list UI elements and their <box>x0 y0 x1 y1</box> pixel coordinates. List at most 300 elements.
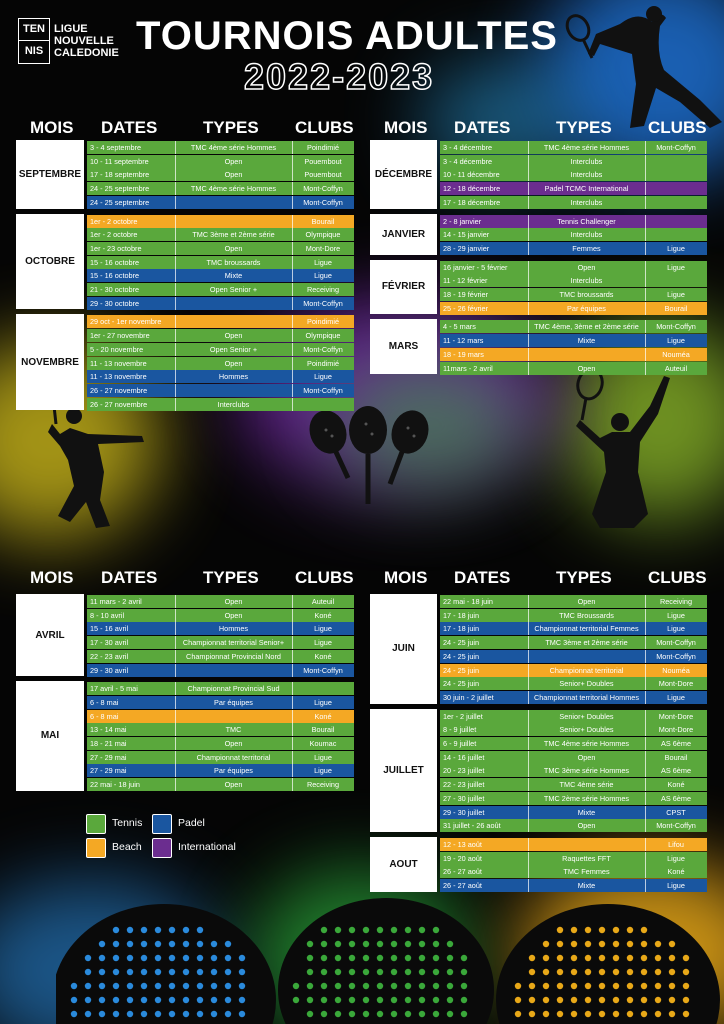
racket-hole <box>321 997 327 1003</box>
racket-hole <box>183 927 189 933</box>
racket-hole <box>183 941 189 947</box>
cell-date: 18 - 19 février <box>443 290 489 299</box>
cell-divider <box>175 168 176 181</box>
cell-divider <box>528 792 529 805</box>
cell-type: Open <box>224 331 243 341</box>
cell-divider <box>528 806 529 819</box>
cell-divider <box>175 329 176 342</box>
cell-date: 19 - 20 août <box>443 853 482 863</box>
racket-hole <box>419 927 425 933</box>
racket-hole <box>321 955 327 961</box>
cell-divider <box>175 228 176 241</box>
cell-divider <box>175 650 176 663</box>
racket-hole <box>655 941 661 947</box>
racket-hole <box>197 927 203 933</box>
cell-divider <box>645 806 646 819</box>
cell-divider <box>292 622 293 635</box>
cell-date: 26 - 27 août <box>443 881 482 890</box>
racket-hole <box>377 969 383 975</box>
cell-date: 24 - 25 septembre <box>90 184 150 194</box>
cell-type: Open <box>224 610 243 620</box>
cell-date: 18 - 19 mars <box>443 349 484 359</box>
column-header-clubs: CLUBS <box>648 568 707 587</box>
racket-hole <box>461 955 467 961</box>
cell-date: 4 - 5 mars <box>443 322 476 332</box>
racket-hole <box>433 941 439 947</box>
table-row <box>440 710 707 723</box>
cell-club: Receiving <box>306 285 340 294</box>
cell-divider <box>175 343 176 356</box>
cell-date: 26 - 27 août <box>443 867 482 877</box>
cell-date: 26 - 27 novembre <box>90 385 148 395</box>
racket-hole <box>363 997 369 1003</box>
table-row <box>87 609 354 622</box>
cell-divider <box>645 723 646 736</box>
cell-divider <box>292 737 293 750</box>
cell-date: 1er - 23 octobre <box>90 243 142 253</box>
racket-hole <box>529 969 535 975</box>
cell-type: Open <box>224 780 243 790</box>
cell-type: Femmes <box>572 243 601 253</box>
cell-club: Mont-Coffyn <box>303 184 343 194</box>
table-row <box>87 398 354 411</box>
cell-club: Mont-Dore <box>305 243 341 253</box>
cell-date: 3 - 4 décembre <box>443 143 493 152</box>
cell-divider <box>528 595 529 608</box>
cell-divider <box>645 764 646 777</box>
racket-hole <box>557 927 563 933</box>
racket-hole <box>321 1011 327 1017</box>
table-row <box>440 274 707 287</box>
cell-divider <box>528 865 529 878</box>
month-label: MARS <box>370 319 437 374</box>
cell-club: Ligue <box>667 610 685 620</box>
racket-hole <box>169 955 175 961</box>
table-row <box>440 691 707 704</box>
cell-type: Open <box>224 739 243 748</box>
racket-hole <box>335 969 341 975</box>
racket-hole <box>627 927 633 933</box>
cell-date: 21 - 30 octobre <box>90 285 140 294</box>
racket-hole <box>627 983 633 989</box>
racket-hole <box>377 983 383 989</box>
cell-club: Ligue <box>314 766 332 776</box>
racket-hole <box>335 997 341 1003</box>
cell-type: Interclubs <box>570 197 603 207</box>
racket-hole <box>239 1011 245 1017</box>
column-header-dates: DATES <box>454 568 511 587</box>
cell-divider <box>645 288 646 301</box>
tennis-player-woman-right-icon <box>560 364 680 532</box>
racket-hole <box>377 927 383 933</box>
table-row <box>440 155 707 168</box>
column-header-clubs: CLUBS <box>295 568 354 587</box>
column-header-types: TYPES <box>203 118 259 137</box>
league-name-line-1: LIGUE <box>54 23 88 35</box>
cell-divider <box>292 215 293 228</box>
cell-divider <box>528 691 529 704</box>
cell-type: Mixte <box>577 881 596 890</box>
legend-label-international: International <box>178 841 236 853</box>
cell-type: TMC 3ème et 2ème série <box>192 230 275 240</box>
table-row <box>440 168 707 181</box>
racket-hole <box>141 955 147 961</box>
cell-club: Mont-Coffyn <box>656 821 696 831</box>
racket-hole <box>197 1011 203 1017</box>
cell-divider <box>645 778 646 791</box>
cell-divider <box>292 664 293 677</box>
racket-hole <box>585 983 591 989</box>
racket-hole <box>641 969 647 975</box>
tennis-player-top-right-icon <box>560 4 724 134</box>
racket-hole <box>239 955 245 961</box>
racket-hole <box>557 955 563 961</box>
cell-date: 6 - 8 mai <box>90 711 119 721</box>
cell-type: Open <box>577 262 596 272</box>
cell-club <box>292 398 354 411</box>
racket-hole <box>71 997 77 1003</box>
racket-hole <box>627 1011 633 1017</box>
cell-type: Senior+ Doubles <box>559 679 614 689</box>
table-row <box>87 682 354 695</box>
table-row <box>87 737 354 750</box>
cell-date: 12 - 13 août <box>443 839 482 849</box>
racket-hole <box>349 983 355 989</box>
column-header-mois: MOIS <box>384 568 428 587</box>
cell-divider <box>528 650 529 663</box>
cell-date: 27 - 30 juillet <box>443 793 485 803</box>
cell-date: 10 - 11 septembre <box>90 156 149 166</box>
racket-hole <box>363 927 369 933</box>
racket-hole <box>211 969 217 975</box>
column-header-mois: MOIS <box>30 118 74 137</box>
racket-hole <box>669 955 675 961</box>
cell-type: Interclubs <box>570 156 603 166</box>
cell-divider <box>175 297 176 310</box>
racket-hole <box>655 955 661 961</box>
cell-divider <box>645 838 646 851</box>
cell-club: Koné <box>667 867 685 877</box>
racket-hole <box>585 997 591 1003</box>
cell-type: Championnat territorial <box>549 665 624 675</box>
cell-divider <box>528 288 529 301</box>
cell-divider <box>645 636 646 649</box>
cell-club <box>645 215 707 228</box>
column-header-mois: MOIS <box>30 568 74 587</box>
cell-divider <box>645 650 646 663</box>
racket-hole <box>225 969 231 975</box>
racket-hole <box>335 1011 341 1017</box>
racket-hole <box>155 969 161 975</box>
cell-club <box>645 168 707 181</box>
cell-type: Mixte <box>577 807 596 817</box>
cell-club: Ligue <box>667 692 685 702</box>
racket-hole <box>141 941 147 947</box>
racket-hole <box>571 955 577 961</box>
column-header-clubs: CLUBS <box>648 118 707 137</box>
table-row <box>87 696 354 709</box>
racket-hole <box>183 955 189 961</box>
cell-club: Koné <box>667 780 685 790</box>
racket-hole <box>113 983 119 989</box>
cell-date: 24 - 25 juin <box>443 651 480 661</box>
cell-date: 16 janvier - 5 février <box>443 262 508 272</box>
column-header-mois: MOIS <box>384 118 428 137</box>
racket-hole <box>461 997 467 1003</box>
table-row <box>87 778 354 791</box>
racket-hole <box>571 941 577 947</box>
racket-hole <box>211 997 217 1003</box>
cell-club: Ligue <box>667 853 685 863</box>
cell-type <box>175 215 292 228</box>
cell-date: 17 - 18 décembre <box>443 197 501 207</box>
racket-hole <box>405 997 411 1003</box>
racket-hole <box>515 983 521 989</box>
racket-hole <box>349 969 355 975</box>
cell-club <box>645 196 707 209</box>
racket-hole <box>461 983 467 989</box>
cell-date: 13 - 14 mai <box>90 725 127 735</box>
racket-hole <box>225 1011 231 1017</box>
table-row <box>440 182 707 195</box>
cell-date: 20 - 23 juillet <box>443 766 485 776</box>
table-row <box>440 865 707 878</box>
racket-hole <box>307 941 313 947</box>
cell-divider <box>645 182 646 195</box>
racket-hole <box>99 1011 105 1017</box>
cell-divider <box>528 751 529 764</box>
table-row <box>440 228 707 241</box>
legend-label-tennis: Tennis <box>112 817 143 829</box>
cell-divider <box>528 819 529 832</box>
racket-hole <box>321 941 327 947</box>
racket-hole <box>321 927 327 933</box>
legend-swatch-international <box>152 838 172 858</box>
cell-date: 12 - 18 décembre <box>443 184 501 194</box>
cell-date: 14 - 15 janvier <box>443 230 490 240</box>
cell-type: Open <box>577 752 596 762</box>
table-row <box>87 256 354 269</box>
cell-divider <box>645 852 646 865</box>
table-row <box>87 297 354 310</box>
racket-hole <box>543 955 549 961</box>
cell-date: 1er - 2 juillet <box>443 711 483 721</box>
table-row <box>87 242 354 255</box>
racket-hole <box>655 983 661 989</box>
cell-type <box>175 315 292 328</box>
cell-date: 15 - 16 octobre <box>90 271 140 281</box>
cell-divider <box>292 682 293 695</box>
cell-date: 27 - 29 mai <box>90 752 127 762</box>
racket-hole <box>613 927 619 933</box>
cell-date: 17 - 18 juin <box>443 610 480 620</box>
racket-hole <box>85 969 91 975</box>
racket-hole <box>239 997 245 1003</box>
cell-club: AS 6ème <box>660 766 691 776</box>
racket-hole <box>641 955 647 961</box>
cell-divider <box>528 664 529 677</box>
cell-divider <box>528 710 529 723</box>
racket-hole <box>363 983 369 989</box>
cell-divider <box>645 677 646 690</box>
cell-type: TMC <box>225 725 242 735</box>
cell-divider <box>292 168 293 181</box>
cell-type: Interclubs <box>570 276 603 286</box>
racket-hole <box>307 969 313 975</box>
racket-hole <box>641 997 647 1003</box>
table-row <box>87 370 354 383</box>
cell-club: Pouembout <box>304 170 342 180</box>
cell-date: 24 - 25 septembre <box>90 197 150 207</box>
racket-hole <box>141 997 147 1003</box>
table-row <box>87 650 354 663</box>
cell-club: Mont-Dore <box>658 711 694 721</box>
racket-hole <box>169 941 175 947</box>
cell-date: 1er - 2 octobre <box>90 230 138 240</box>
table-row <box>440 819 707 832</box>
cell-date: 5 - 20 novembre <box>90 344 144 354</box>
racket-hole <box>419 997 425 1003</box>
racket-hole <box>349 941 355 947</box>
cell-date: 24 - 25 juin <box>443 679 480 689</box>
cell-divider <box>528 764 529 777</box>
cell-club: Mont-Coffyn <box>303 665 343 675</box>
cell-club <box>645 274 707 287</box>
cell-club: CPST <box>666 807 686 817</box>
racket-hole <box>225 941 231 947</box>
cell-club: Ligue <box>667 290 685 299</box>
table-row <box>440 751 707 764</box>
tennis-logo-box <box>18 18 50 64</box>
racket-hole <box>211 941 217 947</box>
racket-hole <box>349 955 355 961</box>
cell-type: TMC Broussards <box>559 610 614 620</box>
cell-club: Ligue <box>314 624 332 634</box>
table-row <box>440 806 707 819</box>
racket-hole <box>239 983 245 989</box>
month-label: FÉVRIER <box>370 260 437 315</box>
table-row <box>440 261 707 274</box>
cell-divider <box>175 242 176 255</box>
racket-hole <box>225 955 231 961</box>
racket-hole <box>197 997 203 1003</box>
cell-divider <box>645 737 646 750</box>
cell-divider <box>645 242 646 255</box>
racket-hole <box>169 969 175 975</box>
racket-hole <box>405 983 411 989</box>
padel-rackets-icon <box>306 404 434 508</box>
cell-type: Hommes <box>218 372 249 382</box>
cell-divider <box>645 362 646 375</box>
cell-club: Ligue <box>314 752 332 762</box>
cell-date: 28 - 29 janvier <box>443 243 490 253</box>
cell-club: Auteuil <box>664 363 688 373</box>
cell-divider <box>175 723 176 736</box>
table-row <box>440 792 707 805</box>
racket-hole <box>433 927 439 933</box>
racket-hole <box>183 983 189 989</box>
cell-type: Championnat territorial Femmes <box>534 624 639 634</box>
table-row <box>87 384 354 397</box>
cell-divider <box>292 155 293 168</box>
cell-club: Bourail <box>664 303 688 313</box>
table-row <box>440 737 707 750</box>
cell-club: Ligue <box>314 638 332 648</box>
cell-divider <box>175 764 176 777</box>
racket-hole <box>571 927 577 933</box>
racket-hole <box>335 983 341 989</box>
racket-hole <box>391 997 397 1003</box>
legend-swatch-padel <box>152 814 172 834</box>
racket-hole <box>183 1011 189 1017</box>
cell-type: Mixte <box>224 271 243 281</box>
table-row <box>440 609 707 622</box>
racket-hole <box>669 941 675 947</box>
racket-hole <box>599 955 605 961</box>
cell-date: 22 - 23 juillet <box>443 780 485 790</box>
cell-divider <box>645 155 646 168</box>
cell-type: Championnat Provincial Sud <box>187 684 280 694</box>
cell-date: 17 avril - 5 mai <box>90 684 138 694</box>
cell-type <box>175 710 292 723</box>
cell-divider <box>528 609 529 622</box>
cell-divider <box>175 155 176 168</box>
racket-hole <box>419 969 425 975</box>
racket-hole <box>85 955 91 961</box>
table-row <box>87 343 354 356</box>
racket-hole <box>211 955 217 961</box>
racket-hole <box>641 927 647 933</box>
racket-hole <box>127 983 133 989</box>
cell-divider <box>645 622 646 635</box>
racket-hole <box>585 1011 591 1017</box>
cell-divider <box>175 751 176 764</box>
column-header-types: TYPES <box>203 568 259 587</box>
cell-date: 22 - 23 avril <box>90 651 129 661</box>
cell-divider <box>528 302 529 315</box>
racket-hole <box>669 969 675 975</box>
racket-hole <box>447 983 453 989</box>
cell-club: Olympique <box>305 331 341 341</box>
racket-hole <box>529 955 535 961</box>
month-label: AVRIL <box>16 594 84 676</box>
cell-divider <box>292 242 293 255</box>
racket-hole <box>211 1011 217 1017</box>
cell-divider <box>175 622 176 635</box>
cell-club: Koné <box>314 651 332 661</box>
racket-hole <box>599 1011 605 1017</box>
racket-hole <box>391 941 397 947</box>
cell-divider <box>175 384 176 397</box>
cell-date: 11mars - 2 avril <box>443 363 493 373</box>
racket-hole <box>557 997 563 1003</box>
racket-hole <box>113 927 119 933</box>
racket-hole <box>613 941 619 947</box>
racket-hole <box>391 969 397 975</box>
racket-hole <box>391 927 397 933</box>
racket-hole <box>433 1011 439 1017</box>
racket-hole <box>307 997 313 1003</box>
cell-club: Poindimié <box>306 143 340 152</box>
cell-divider <box>175 357 176 370</box>
cell-divider <box>645 710 646 723</box>
cell-date: 6 - 8 mai <box>90 697 119 707</box>
racket-hole <box>113 1011 119 1017</box>
racket-hole <box>655 1011 661 1017</box>
cell-club: Bourail <box>664 752 688 762</box>
racket-hole <box>99 983 105 989</box>
cell-date: 10 - 11 décembre <box>443 170 500 180</box>
